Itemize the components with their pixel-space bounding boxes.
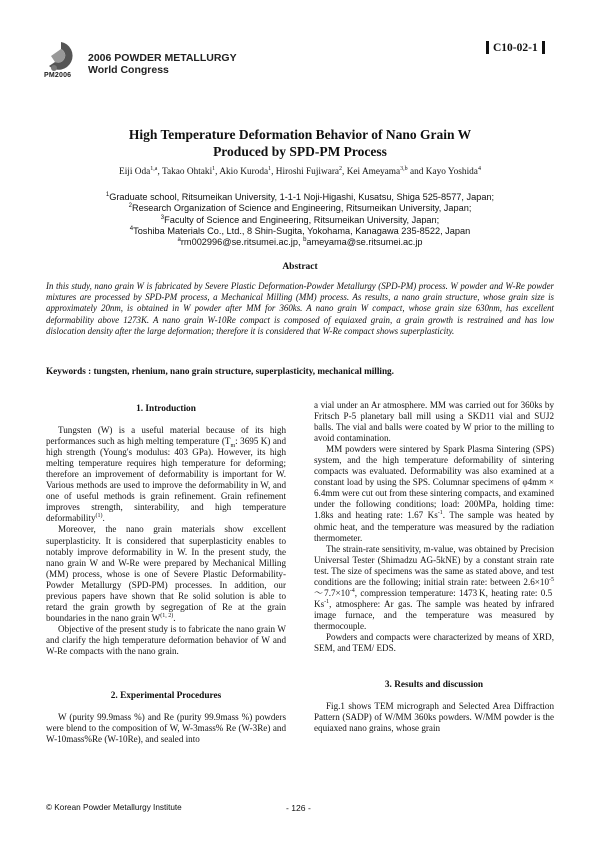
author-affil-sup: 2	[339, 165, 343, 172]
subscript: m	[230, 442, 236, 449]
affiliation-sup: 4	[129, 225, 134, 232]
results-heading: 3. Results and discussion	[384, 680, 484, 691]
code-bar-right	[542, 41, 545, 54]
affiliation-sup: 3	[160, 214, 165, 221]
superscript: -1	[437, 510, 443, 517]
superscript: -4	[349, 587, 355, 594]
text-run: ～7.7×10	[314, 587, 350, 598]
email-line	[40, 237, 560, 248]
paper-code-tag	[486, 41, 545, 54]
experimental-heading: 2. Experimental Procedures	[110, 691, 222, 702]
author-name: Eiji Oda	[119, 167, 151, 177]
section-gap	[46, 657, 286, 685]
author-affil-sup: 3,b	[400, 165, 408, 172]
copyright-notice: © Korean Powder Metallurgy Institute	[46, 803, 182, 812]
text-run: Tungsten (W) is a useful material because of its high performances such as high melting temperature (T	[46, 425, 286, 447]
text-run: .	[173, 612, 176, 623]
paper-title	[60, 126, 540, 160]
author-name: Takao Ohtaki	[161, 167, 213, 177]
congress-line-1: 2006 POWDER METALLURGY	[88, 52, 237, 64]
affiliation-text: Faculty of Science and Engineering, Ritsumeikan University, Japan;	[164, 214, 440, 225]
affiliation-list	[40, 192, 560, 248]
reference-sup: (1, 2)	[160, 612, 174, 619]
text-run: Moreover, the nano grain materials show excellent superplasticity. It is considered that superplasticity enables to notably improve deformability in W. In the present study, the nano grain W and W-Re were prepared by Mechanical Milling (MM) process, whose is one of Severe Plastic Deformability-Powder Metallurgy (SPD-PM) processes. In addition, our previous papers have shown that Re solid solution is able to retard the grain growth by segregation of Re at the grain boundaries in the nano grain W	[46, 524, 286, 623]
text-run: MM powders were sintered by Spark Plasma Sintering (SPS) system, and the high temperature deformability of sintering compacts was evaluated. Deformability was also examined at a constant load by using the SPS. Columnar specimens of φ4mm × 6.4mm were cut out from these sintering compacts, and examined under the following conditions; load: 200MPa, holding time: 1.8ks and heating rate: 1.67 Ks	[314, 444, 554, 521]
experimental-paragraph-2	[314, 444, 554, 543]
author-name: Hiroshi Fujiwara	[275, 167, 340, 177]
experimental-paragraph-4: Powders and compacts were characterized by means of XRD, SEM, and TEM/ EDS.	[314, 631, 554, 654]
email-sup: a	[177, 237, 181, 244]
code-bar-left	[486, 41, 489, 54]
experimental-paragraph-1-cont: a vial under an Ar atmosphere. MM was carried out for 360ks by Fritsch P-5 planetary ball mill using a SKD11 vial and SUJ2 balls. The vial and balls were coated by W prior to the milling to avoid contamination.	[314, 400, 554, 444]
author-affil-sup: 1	[212, 165, 216, 172]
affiliation-text: Graduate school, Ritsumeikan University, 1-1-1 Noji-Higashi, Kusatsu, Shiga 525-8577, Japan;	[109, 192, 495, 202]
title-line-2: Produced by SPD-PM Process	[213, 144, 387, 159]
affiliation-item	[40, 192, 560, 203]
text-run: , atmosphere: Ar gas. The sample was heated by infrared image furnace, and the temperature was measured by thermocouple.	[314, 598, 554, 631]
intro-paragraph-2	[46, 524, 286, 623]
affiliation-sup: 2	[128, 203, 132, 210]
text-run: . The sample was heated by ohmic heat, and the temperature was measured by the radiation thermometer.	[314, 510, 555, 543]
superscript: -5	[549, 576, 554, 583]
author-affil-sup: 1,a	[150, 165, 158, 172]
author-affil-sup: 1	[268, 165, 272, 172]
email-a: rm002996@se.ritsumei.ac.jp,	[180, 237, 301, 248]
congress-title	[88, 52, 237, 76]
affiliation-text: Toshiba Materials Co., Ltd., 8 Shin-Sugita, Yokohama, Kanagawa 235-8522, Japan	[133, 225, 471, 236]
author-connector: and	[409, 167, 424, 177]
affiliation-sup: 1	[105, 191, 110, 198]
left-column	[46, 398, 286, 745]
keywords-line: Keywords : tungsten, rhenium, nano grain structure, superplasticity, mechanical milling.	[46, 366, 394, 376]
logo-year-label: PM2006	[44, 72, 72, 79]
right-column	[314, 400, 554, 734]
text-run: The strain-rate sensitivity, m-value, was obtained by Precision Universal Tester (Shimadzu AG-5kNE) by a constant strain rate test. The size of specimens was the same as stated above, and test conditions are the following; initial strain rate: between 2.6×10	[314, 543, 554, 587]
superscript: -1	[324, 598, 330, 605]
experimental-paragraph-1: W (purity 99.9mass %) and Re (purity 99.9mass %) powders were blend to the composition of W, W-3mass% Re (W-3Re) and W-10mass%Re (W-10Re), and sealed into	[46, 712, 286, 745]
reference-sup: (1)	[95, 513, 103, 520]
email-sup: b	[303, 237, 307, 244]
paper-code: C10-02-1	[493, 41, 538, 54]
intro-paragraph-3: Objective of the present study is to fabricate the nano grain W and clarify the high temperature deformation behavior of W and W-Re compacts with the nano grain.	[46, 623, 286, 656]
author-name: Kei Ameyama	[346, 167, 401, 177]
title-line-1: High Temperature Deformation Behavior of Nano Grain W	[128, 127, 472, 142]
text-run: : 3695 K) and high strength (Young's modulus: 403 GPa). However, its high melting temperature requires high temperature for deforming; therefore an improvement of deformability is important for W. Various methods are used to improve the deformability in W, and one of useful methods is grain refinement. Grain refinement improves strength, sinterability, and high temperature deformability	[46, 436, 286, 524]
results-paragraph-1: Fig.1 shows TEM micrograph and Selected Area Diffraction Pattern (SADP) of W/MM 360ks powders. W/MM powder is the equiaxed nano grains, whose grain	[314, 701, 554, 734]
abstract-heading: Abstract	[282, 262, 318, 272]
congress-line-2: World Congress	[88, 64, 169, 76]
author-affil-sup: 4	[477, 165, 481, 172]
author-name: Kayo Yoshida	[425, 167, 478, 177]
page-number: - 126 -	[286, 803, 311, 813]
intro-paragraph-1	[46, 425, 286, 524]
affiliation-item	[40, 203, 560, 214]
author-name: Akio Kuroda	[219, 167, 269, 177]
abstract-text: In this study, nano grain W is fabricated by Severe Plastic Deformation-Powder Metallurgy (SPD-PM) process. W powder and W-Re powder mixtures are processed by SPD-PM process, a Mechanical Milling (MM) process. As results, a nano grain structure, whose grain size is approximately 20nm, is obtained in W powder after MM for 360ks. A nano grain W compact, whose grain size 630nm, has excellent deformability above 1273K. A nano grain W-10Re compact is composed of equiaxed grain, a grain growth is restrained and has low dislocation density after the large deformation; therefore it is considered that W-Re compact shows superplasticity.	[46, 281, 554, 336]
author-list: Eiji Oda$^{1,a}$, Takao Ohtaki$^1$, Akio Kuroda$^1$, Hiroshi Fujiwara$^2$, Kei Ameyama$^{3,b}$ and Kayo Yoshida$^4$	[119, 165, 481, 177]
intro-heading: 1. Introduction	[136, 404, 196, 414]
affiliation-text: Research Organization of Science and Engineering, Ritsumeikan University, Japan;	[131, 203, 472, 214]
affiliation-item	[40, 226, 560, 237]
text-run: , compression temperature: 1473 K, heating rate: 0.5 Ks	[314, 587, 554, 609]
affiliation-item	[40, 215, 560, 226]
section-gap	[314, 654, 554, 674]
experimental-paragraph-3	[314, 544, 554, 632]
email-b: ameyama@se.ritsumei.ac.jp	[306, 237, 423, 248]
text-run: .	[102, 513, 105, 524]
